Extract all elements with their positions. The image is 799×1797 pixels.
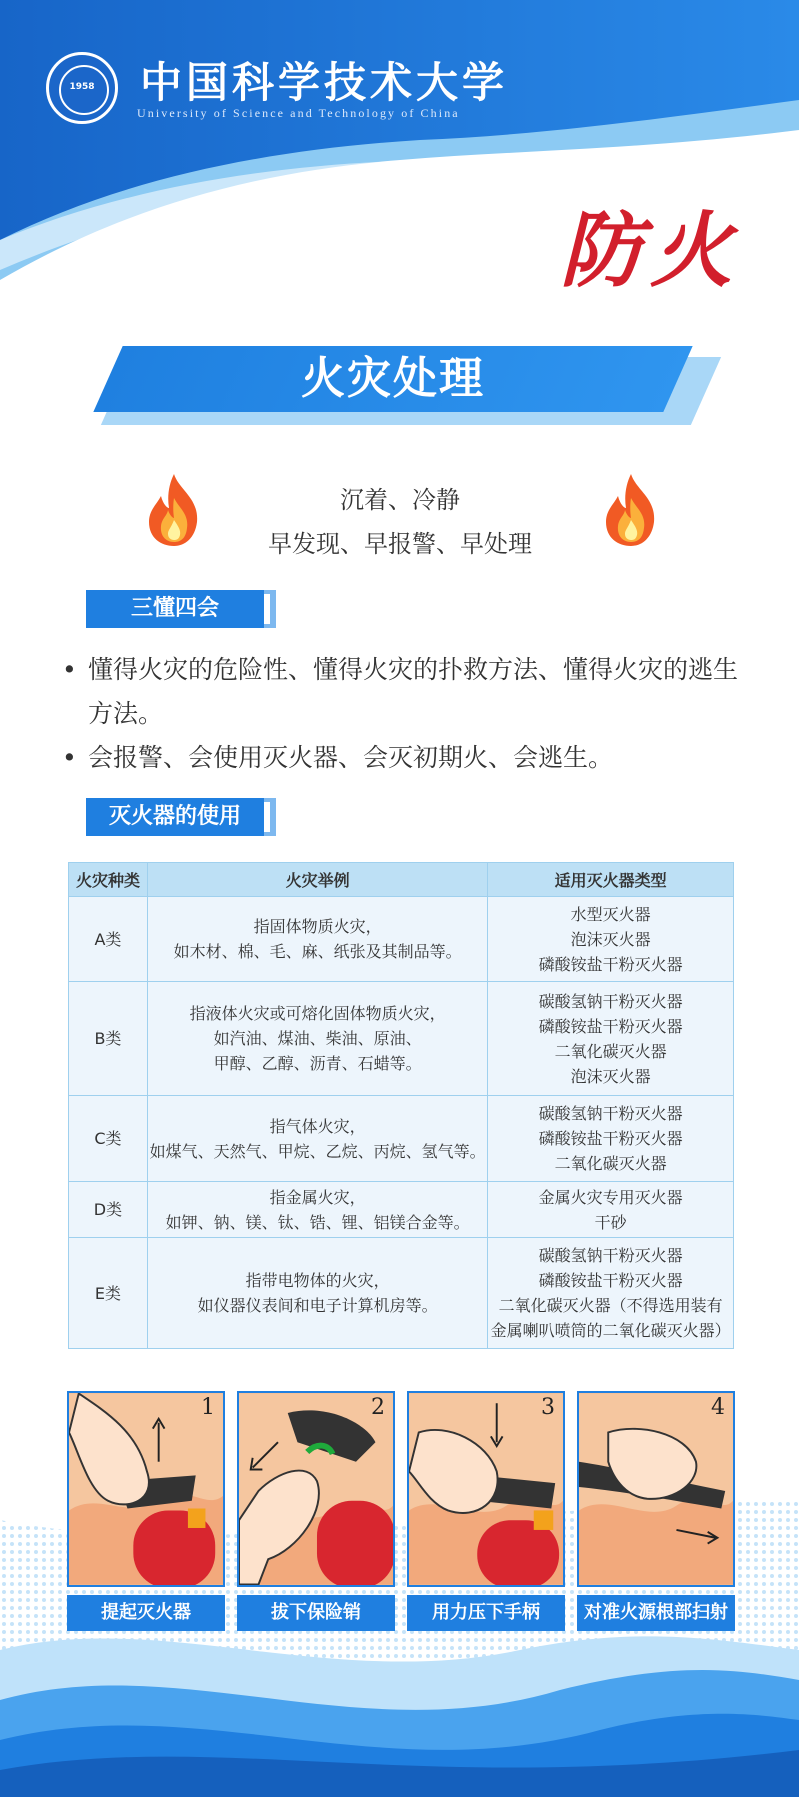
step-label: 对准火源根部扫射 — [577, 1595, 735, 1631]
extinguisher-cell: 金属火灾专用灭火器 干砂 — [488, 1182, 734, 1238]
table-row — [69, 1238, 734, 1349]
fire-class-cell: B类 — [69, 982, 148, 1096]
fire-class-cell: C类 — [69, 1096, 148, 1182]
hand-pull-pin-icon — [239, 1393, 393, 1585]
poster-title: 防火 — [560, 203, 740, 299]
university-logo: 1958 — [46, 52, 118, 124]
hand-lift-icon — [69, 1393, 223, 1585]
extinguisher-cell: 碳酸氢钠干粉灭火器 磷酸铵盐干粉灭火器 二氧化碳灭火器 — [488, 1096, 734, 1182]
step-number: 2 — [371, 1395, 385, 1420]
fire-class-table — [68, 862, 734, 1349]
motto-line-2: 早发现、早报警、早处理 — [268, 530, 532, 558]
column-header: 火灾种类 — [69, 863, 148, 897]
bullet-dot: • — [62, 743, 77, 772]
fire-example-cell: 指带电物体的火灾， 如仪器仪表间和电子计算机房等。 — [147, 1238, 487, 1349]
hand-aim-hose-icon — [579, 1393, 733, 1585]
fire-class-cell: D类 — [69, 1182, 148, 1238]
step-illustration-lift — [67, 1391, 225, 1587]
flame-icon — [600, 472, 662, 548]
bullet-item: • 会报警、会使用灭火器、会灭初期火、会逃生。 — [62, 736, 762, 780]
university-name-en: University of Science and Technology of China — [137, 106, 460, 120]
table-header-row — [69, 863, 734, 897]
table-row — [69, 982, 734, 1096]
column-header: 火灾举例 — [147, 863, 487, 897]
extinguisher-cell: 碳酸氢钠干粉灭火器 磷酸铵盐干粉灭火器 二氧化碳灭火器 泡沫灭火器 — [488, 982, 734, 1096]
table-row — [69, 1182, 734, 1238]
step-number: 1 — [201, 1395, 215, 1420]
bullet-dot: • — [62, 655, 77, 684]
step-number: 3 — [541, 1395, 555, 1420]
step-label: 拔下保险销 — [237, 1595, 395, 1631]
column-header: 适用灭火器类型 — [488, 863, 734, 897]
section-title-three-four: 三懂四会 — [86, 590, 264, 628]
table-row — [69, 1096, 734, 1182]
university-name-cn: 中国科学技术大学 — [140, 58, 509, 107]
flame-icon — [143, 472, 205, 548]
step-label: 用力压下手柄 — [407, 1595, 565, 1631]
step-illustration-press — [407, 1391, 565, 1587]
hand-press-icon — [409, 1393, 563, 1585]
table-row — [69, 897, 734, 982]
step-illustration-pull-pin — [237, 1391, 395, 1587]
bullet-item-continuation: 方法。 — [88, 699, 164, 728]
step-illustration-aim — [577, 1391, 735, 1587]
step-number: 4 — [711, 1395, 725, 1420]
fire-example-cell: 指金属火灾， 如钾、钠、镁、钛、锆、锂、铝镁合金等。 — [147, 1182, 487, 1238]
section-title-extinguisher-use: 灭火器的使用 — [86, 798, 264, 836]
fire-example-cell: 指气体火灾， 如煤气、天然气、甲烷、乙烷、丙烷、氢气等。 — [147, 1096, 487, 1182]
bullet-item: • 懂得火灾的危险性、懂得火灾的扑救方法、懂得火灾的逃生 — [62, 648, 762, 692]
fire-example-cell: 指固体物质火灾， 如木材、棉、毛、麻、纸张及其制品等。 — [147, 897, 487, 982]
extinguisher-cell: 水型灭火器 泡沫灭火器 磷酸铵盐干粉灭火器 — [488, 897, 734, 982]
step-label: 提起灭火器 — [67, 1595, 225, 1631]
extinguisher-cell: 碳酸氢钠干粉灭火器 磷酸铵盐干粉灭火器 二氧化碳灭火器（不得选用装有 金属喇叭喷筒的二氧化碳灭火器） — [488, 1238, 734, 1349]
banner-title: 火灾处理 — [301, 353, 485, 404]
fire-example-cell: 指液体火灾或可熔化固体物质火灾， 如汽油、煤油、柴油、原油、 甲醇、乙醇、沥青、石蜡等。 — [147, 982, 487, 1096]
fire-class-cell: A类 — [69, 897, 148, 982]
fire-class-cell: E类 — [69, 1238, 148, 1349]
motto-line-1: 沉着、冷静 — [340, 486, 460, 514]
